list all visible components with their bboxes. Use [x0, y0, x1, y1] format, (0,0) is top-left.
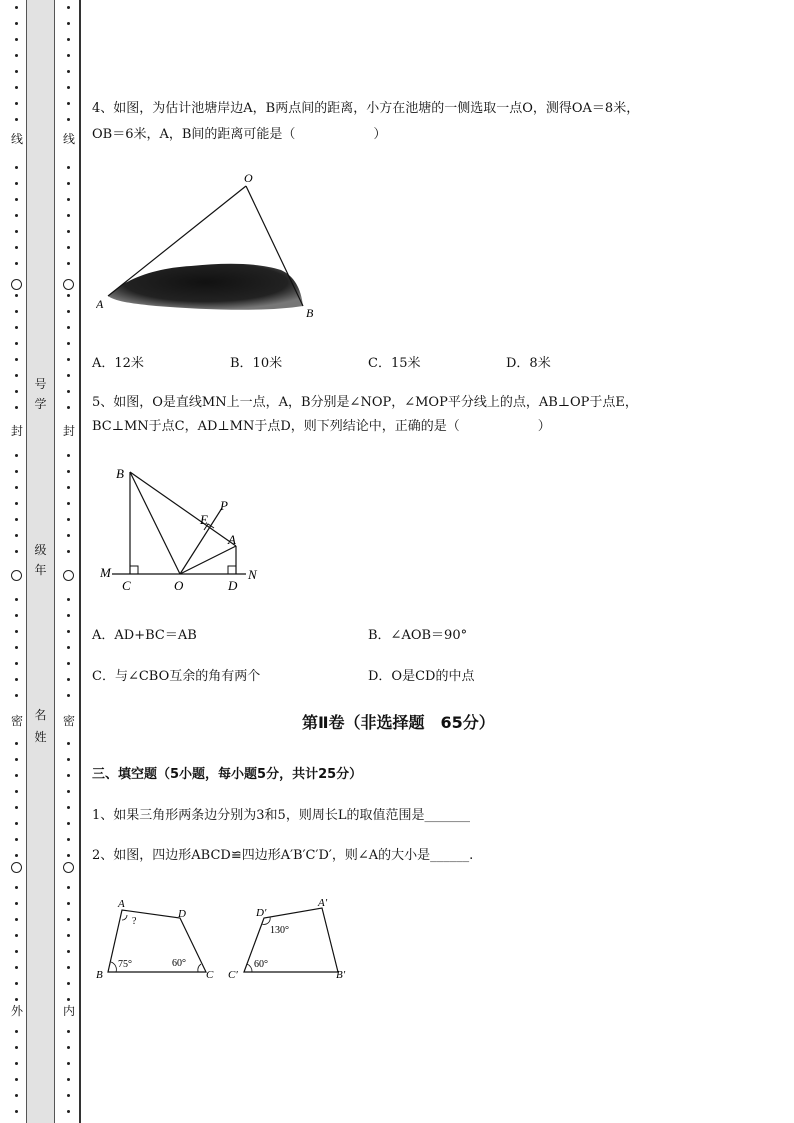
inner-margin-dot — [67, 358, 70, 361]
outer-margin-dot — [15, 598, 18, 601]
outer-margin-char-3: 外 — [10, 1004, 23, 1018]
inner-margin-dot — [67, 406, 70, 409]
inner-margin-dot — [67, 662, 70, 665]
outer-margin-dot — [15, 246, 18, 249]
arc-Cp — [247, 964, 252, 972]
outer-margin-dot — [15, 534, 18, 537]
outer-dot-column — [10, 0, 24, 1123]
inner-margin-dot — [67, 310, 70, 313]
outer-margin-dot — [15, 790, 18, 793]
label-Cp: C′ — [228, 969, 238, 981]
inner-margin-dot — [67, 982, 70, 985]
student-info-band — [26, 0, 55, 1123]
outer-margin-dot — [15, 38, 18, 41]
label-O: O — [244, 171, 253, 185]
inner-margin-dot — [67, 294, 70, 297]
outer-margin-dot — [15, 326, 18, 329]
outer-margin-dot — [15, 502, 18, 505]
outer-margin-char-1: 封 — [10, 424, 23, 438]
inner-margin-dot — [67, 886, 70, 889]
band-label-xue: 学 — [34, 397, 47, 411]
band-label-ji: 级 — [34, 543, 47, 557]
inner-margin-dot — [67, 198, 70, 201]
inner-margin-char-0: 线 — [62, 132, 75, 146]
outer-margin-dot — [15, 742, 18, 745]
right-angle-D — [228, 566, 236, 574]
label-angleC: 60° — [172, 958, 186, 969]
inner-margin-dot — [67, 374, 70, 377]
inner-margin-dot — [67, 70, 70, 73]
label-angleCp: 60° — [254, 959, 268, 970]
outer-margin-dot — [15, 966, 18, 969]
outer-margin-dot — [15, 214, 18, 217]
inner-margin-dot — [67, 182, 70, 185]
inner-margin-dot — [67, 534, 70, 537]
outer-margin-dot — [15, 54, 18, 57]
outer-margin-char-0: 线 — [10, 132, 23, 146]
outer-margin-dot — [15, 838, 18, 841]
inner-margin-dot — [67, 22, 70, 25]
label-C: C — [122, 578, 131, 593]
inner-margin-dot — [67, 694, 70, 697]
outer-margin-dot — [15, 1094, 18, 1097]
inner-margin-dot — [67, 470, 70, 473]
outer-margin-dot — [15, 342, 18, 345]
inner-margin-dot — [67, 54, 70, 57]
outer-margin-dot — [15, 630, 18, 633]
outer-margin-dot — [15, 406, 18, 409]
inner-margin-dot — [67, 342, 70, 345]
outer-margin-dot — [15, 358, 18, 361]
outer-margin-dot — [15, 1110, 18, 1113]
outer-margin-dot — [15, 934, 18, 937]
outer-margin-dot — [15, 1046, 18, 1049]
outer-margin-dot — [15, 118, 18, 121]
outer-margin-dot — [15, 86, 18, 89]
binding-margin — [0, 0, 82, 1123]
inner-margin-dot — [67, 678, 70, 681]
inner-margin-dot — [67, 518, 70, 521]
arc-B — [111, 962, 116, 972]
inner-margin-dot — [67, 166, 70, 169]
outer-margin-ring-icon — [11, 279, 22, 290]
outer-margin-dot — [15, 182, 18, 185]
outer-margin-dot — [15, 550, 18, 553]
inner-margin-dot — [67, 486, 70, 489]
q5-geometry-figure — [100, 462, 280, 597]
label-M: M — [100, 565, 111, 580]
band-label-ming: 名 — [34, 708, 47, 722]
inner-margin-dot — [67, 950, 70, 953]
outer-margin-char-2: 密 — [10, 714, 23, 728]
inner-margin-dot — [67, 614, 70, 617]
outer-margin-dot — [15, 198, 18, 201]
inner-margin-dot — [67, 1030, 70, 1033]
outer-margin-dot — [15, 918, 18, 921]
label-C: C — [206, 969, 214, 981]
band-label-xing: 姓 — [34, 730, 47, 744]
outer-margin-dot — [15, 166, 18, 169]
inner-margin-dot — [67, 998, 70, 1001]
outer-margin-dot — [15, 470, 18, 473]
label-A: A — [96, 297, 104, 311]
inner-margin-dot — [67, 822, 70, 825]
inner-margin-dot — [67, 934, 70, 937]
inner-margin-dot — [67, 1062, 70, 1065]
q4-option-a[interactable]: A．12米 — [92, 356, 144, 371]
inner-margin-dot — [67, 118, 70, 121]
inner-margin-ring-icon — [63, 279, 74, 290]
outer-margin-dot — [15, 518, 18, 521]
label-D: D — [178, 908, 186, 920]
inner-margin-dot — [67, 742, 70, 745]
outer-margin-dot — [15, 390, 18, 393]
q4-line2: OB＝6米，A，B间的距离可能是（ ） — [92, 127, 387, 142]
inner-margin-dot — [67, 502, 70, 505]
outer-margin-dot — [15, 70, 18, 73]
q5-line2: BC⊥MN于点C，AD⊥MN于点D，则下列结论中，正确的是（ ） — [92, 419, 551, 434]
inner-margin-dot — [67, 758, 70, 761]
inner-margin-ring-icon — [63, 570, 74, 581]
inner-margin-char-2: 密 — [62, 714, 75, 728]
inner-margin-dot — [67, 918, 70, 921]
label-N: N — [248, 567, 257, 582]
inner-dot-column — [62, 0, 76, 1123]
q5-option-a[interactable]: A．AD+BC＝AB — [92, 628, 197, 643]
outer-margin-dot — [15, 678, 18, 681]
q4-option-b[interactable]: B．10米 — [230, 356, 283, 371]
outer-margin-dot — [15, 1078, 18, 1081]
outer-margin-dot — [15, 454, 18, 457]
inner-margin-dot — [67, 38, 70, 41]
inner-margin-dot — [67, 630, 70, 633]
inner-margin-dot — [67, 230, 70, 233]
inner-margin-dot — [67, 102, 70, 105]
label-B: B — [306, 306, 314, 320]
pond-shape — [108, 264, 303, 310]
outer-margin-dot — [15, 262, 18, 265]
inner-margin-dot — [67, 326, 70, 329]
outer-margin-dot — [15, 982, 18, 985]
inner-margin-dot — [67, 838, 70, 841]
outer-margin-dot — [15, 806, 18, 809]
q5-line1: 5、如图，O是直线MN上一点，A，B分别是∠NOP，∠MOP平分线上的点，AB⊥OP于点E， — [92, 395, 638, 410]
margin-divider — [79, 0, 81, 1123]
inner-margin-dot — [67, 1110, 70, 1113]
label-Ap: A′ — [318, 897, 328, 909]
outer-margin-dot — [15, 774, 18, 777]
inner-margin-dot — [67, 454, 70, 457]
inner-margin-dot — [67, 214, 70, 217]
outer-margin-dot — [15, 998, 18, 1001]
inner-margin-dot — [67, 902, 70, 905]
label-P: P — [220, 498, 228, 513]
outer-margin-dot — [15, 374, 18, 377]
label-B: B — [96, 969, 103, 981]
outer-margin-dot — [15, 758, 18, 761]
outer-margin-dot — [15, 902, 18, 905]
inner-margin-dot — [67, 966, 70, 969]
label-angleB: 75° — [118, 959, 132, 970]
inner-margin-dot — [67, 854, 70, 857]
band-label-nian: 年 — [34, 563, 47, 577]
outer-margin-dot — [15, 646, 18, 649]
label-B: B — [116, 466, 124, 481]
q4-pond-figure — [96, 170, 326, 320]
fill1-text: 1、如果三角形两条边分别为3和5，则周长L的取值范围是_______ — [92, 808, 470, 823]
outer-margin-dot — [15, 22, 18, 25]
part3-title: 三、填空题（5小题，每小题5分，共计25分） — [92, 767, 363, 782]
outer-margin-dot — [15, 886, 18, 889]
q5-option-c[interactable]: C．与∠CBO互余的角有两个 — [92, 669, 261, 684]
outer-margin-dot — [15, 614, 18, 617]
outer-margin-ring-icon — [11, 862, 22, 873]
inner-margin-dot — [67, 646, 70, 649]
outer-margin-dot — [15, 6, 18, 9]
section-title: 第Ⅱ卷（非选择题 65分） — [302, 713, 495, 732]
inner-margin-char-1: 封 — [62, 424, 75, 438]
band-label-hao: 号 — [34, 377, 47, 391]
inner-margin-dot — [67, 550, 70, 553]
segment-BO — [130, 472, 180, 574]
q4-option-d[interactable]: D．8米 — [506, 356, 551, 371]
outer-margin-dot — [15, 1062, 18, 1065]
inner-margin-dot — [67, 598, 70, 601]
label-question: ? — [132, 916, 137, 927]
q5-option-b[interactable]: B．∠AOB＝90° — [368, 628, 468, 643]
inner-margin-dot — [67, 6, 70, 9]
inner-margin-dot — [67, 806, 70, 809]
inner-margin-dot — [67, 1094, 70, 1097]
outer-margin-dot — [15, 950, 18, 953]
label-E: E — [200, 512, 208, 527]
inner-margin-char-3: 内 — [62, 1004, 75, 1018]
inner-margin-dot — [67, 262, 70, 265]
label-Bp: B′ — [336, 969, 346, 981]
fill2-text: 2、如图，四边形ABCD≌四边形A′B′C′D′，则∠A的大小是______. — [92, 848, 474, 863]
outer-margin-ring-icon — [11, 570, 22, 581]
outer-margin-dot — [15, 102, 18, 105]
inner-margin-dot — [67, 390, 70, 393]
right-angle-C — [130, 566, 138, 574]
arc-A — [122, 915, 127, 920]
outer-margin-dot — [15, 1030, 18, 1033]
label-D: D — [228, 578, 238, 593]
inner-margin-dot — [67, 774, 70, 777]
inner-margin-dot — [67, 1078, 70, 1081]
q5-option-d[interactable]: D．O是CD的中点 — [368, 669, 475, 684]
label-A: A — [118, 898, 125, 910]
q4-option-c[interactable]: C．15米 — [368, 356, 421, 371]
label-angleDp: 130° — [270, 925, 289, 936]
outer-margin-dot — [15, 822, 18, 825]
label-Dp: D′ — [256, 907, 267, 919]
label-A: A — [228, 532, 236, 547]
inner-margin-ring-icon — [63, 862, 74, 873]
outer-margin-dot — [15, 854, 18, 857]
inner-margin-dot — [67, 1046, 70, 1049]
outer-margin-dot — [15, 662, 18, 665]
fill2-quadrilateral-figure — [94, 896, 364, 986]
outer-margin-dot — [15, 230, 18, 233]
inner-margin-dot — [67, 246, 70, 249]
outer-margin-dot — [15, 294, 18, 297]
q4-line1: 4、如图，为估计池塘岸边A，B两点间的距离，小方在池塘的一侧选取一点O，测得OA＝8米， — [92, 101, 640, 116]
inner-margin-dot — [67, 86, 70, 89]
outer-margin-dot — [15, 486, 18, 489]
inner-margin-dot — [67, 790, 70, 793]
outer-margin-dot — [15, 310, 18, 313]
arc-C — [198, 964, 201, 972]
label-O: O — [174, 578, 184, 593]
outer-margin-dot — [15, 694, 18, 697]
